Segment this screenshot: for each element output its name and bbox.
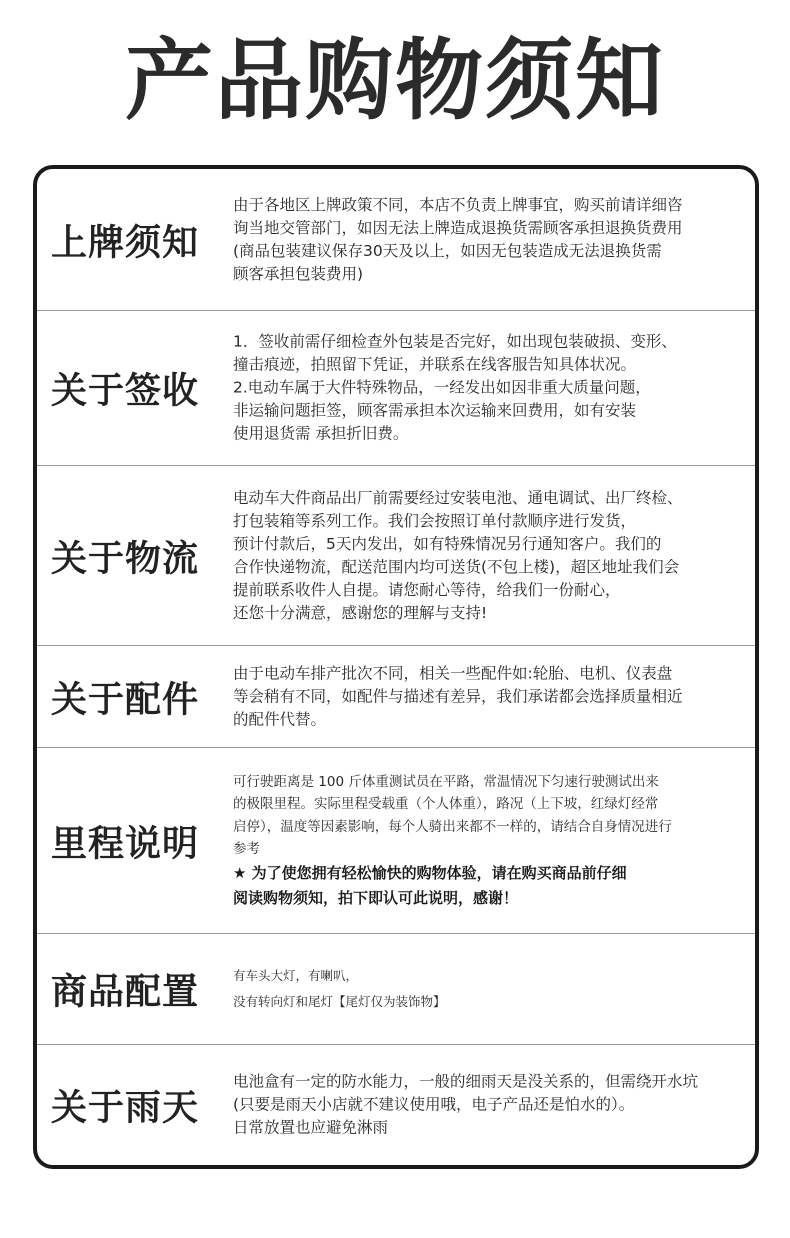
body-line: 2.电动车属于大件特殊物品，一经发出如因非重大质量问题，: [233, 378, 651, 397]
section-heading: 关于物流: [51, 538, 200, 579]
body-line: 撞击痕迹，拍照留下凭证，并联系在线客服告知具体状况。: [233, 355, 637, 374]
section-body: [233, 1071, 749, 1140]
body-line: 参考: [233, 841, 260, 857]
body-line: 由于各地区上牌政策不同，本店不负责上牌事宜，购买前请详细咨: [233, 195, 683, 214]
section-license-notice: [37, 169, 755, 311]
body-line: 有车头大灯，有喇叭，: [233, 968, 359, 983]
body-line: 顾客承担包装费用): [233, 264, 364, 283]
section-body: [233, 662, 749, 731]
section-body: [233, 487, 749, 625]
section-heading: 关于配件: [51, 679, 200, 720]
section-heading: 商品配置: [51, 971, 200, 1013]
section-body: [233, 771, 749, 911]
notice-box: [33, 165, 759, 1169]
section-about-signing: [37, 311, 755, 466]
body-line: 使用退货需 承担折旧费。: [233, 424, 409, 443]
body-line: 打包装箱等系列工作。我们会按照订单付款顺序进行发货，: [233, 511, 637, 530]
body-line: 提前联系收件人自提。请您耐心等待，给我们一份耐心，: [233, 580, 621, 599]
section-heading: 上牌须知: [51, 222, 200, 263]
body-line: 的极限里程。实际里程受载重（个人体重），路况（上下坡，红绿灯经常: [233, 796, 659, 812]
body-line: 由于电动车排产批次不同，相关一些配件如:轮胎、电机、仪表盘: [233, 664, 673, 682]
section-about-parts: [37, 646, 755, 748]
body-line: 非运输问题拒签，顾客需承担本次运输来回费用，如有安装: [233, 401, 637, 420]
section-mileage-notes: [37, 748, 755, 934]
body-line: (商品包装建议保存30天及以上，如因无包装造成无法退换货需: [233, 241, 662, 260]
body-line: 合作快递物流，配送范围内均可送货(不包上楼)，超区地址我们会: [233, 557, 680, 576]
section-body: [233, 963, 749, 1015]
section-heading: 关于雨天: [51, 1087, 200, 1129]
emphasis-line: 阅读购物须知，拍下即认可此说明，感谢！: [233, 888, 519, 907]
section-body: [233, 194, 749, 286]
body-line: 等会稍有不同，如配件与描述有差异，我们承诺都会选择质量相近: [233, 687, 683, 705]
section-about-rain: [37, 1045, 755, 1165]
body-line: 电池盒有一定的防水能力，一般的细雨天是没关系的，但需绕开水坑: [233, 1072, 699, 1091]
page-title: 产品购物须知: [124, 29, 665, 132]
body-line: 没有转向灯和尾灯【尾灯仅为装饰物】: [233, 994, 446, 1009]
body-line: (只要是雨天小店就不建议使用哦，电子产品还是怕水的）。: [233, 1095, 635, 1114]
section-heading: 里程说明: [51, 823, 200, 864]
body-line: 启停），温度等因素影响，每个人骑出来都不一样的，请结合自身情况进行: [233, 818, 672, 835]
body-line: 可行驶距离是 100 斤体重测试员在平路，常温情况下匀速行驶测试出来: [233, 773, 659, 790]
section-about-logistics: [37, 466, 755, 646]
section-heading: 关于签收: [51, 370, 200, 412]
body-line: 1．签收前需仔细检查外包装是否完好，如出现包装破损、变形、: [233, 332, 677, 351]
body-line: 电动车大件商品出厂前需要经过安装电池、通电调试、出厂终检、: [233, 488, 683, 507]
body-line: 询当地交管部门，如因无法上牌造成退换货需顾客承担退换货费用: [233, 218, 683, 237]
body-line: 预计付款后，5天内发出，如有特殊情况另行通知客户。我们的: [233, 534, 662, 553]
body-line: 还您十分满意，感谢您的理解与支持!: [233, 603, 488, 622]
section-body: [233, 331, 749, 446]
section-product-configuration: [37, 934, 755, 1045]
body-line: 日常放置也应避免淋雨: [233, 1118, 389, 1137]
emphasis-line: ★ 为了使您拥有轻松愉快的购物体验，请在购买商品前仔细: [233, 863, 627, 882]
body-line: 的配件代替。: [233, 710, 327, 728]
